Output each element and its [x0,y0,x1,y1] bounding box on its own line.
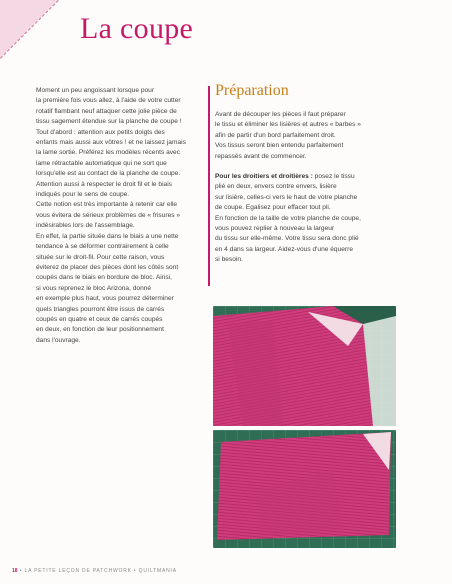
fabric-photo-folded [213,306,396,426]
page-title: La coupe [80,12,194,45]
fabric-photo-2-illustration [213,430,396,548]
preparation-instructions [215,172,395,266]
right-column [215,82,395,276]
preparation-intro: Avant de découper les pièces il faut préparer le tissu et éliminer les lisières et autres « barbes » afin de partir d'un bord parfaitement droit. Vos tissus seront bien entendu parfaitement repassés avant de commencer. [215,111,361,160]
fabric-photo-1-illustration [213,306,396,426]
fabric-photo-flat [213,430,396,548]
lead-label: Pour les droitiers et droitières : [215,173,313,181]
column-rule [208,86,210,286]
body-text: Moment un peu angoissant lorsque pour la première fois vous allez, à l'aide de votre cutter rotatif flambant neuf attaquer cette jolie pièce de tissu sagement étendue sur la planche de coupe ! Tout d'abord : attention aux petits doigts des enfants mais aussi aux vôtres ! et ne laissez jamais la lame sortie. Préférez les modèles récents avec lame rétractable automatique qui ne sort que lorsqu'elle est au contact de la planche de coupe. Attention aussi à respecter le droit fil et le biais indiqués pour le sens de coupe. Cette notion est très importante à retenir car elle vous évitera de sérieux problèmes de « frisures » indésirables lors de l'assemblage. En effet, la partie située dans le biais a une nette tendance à se déformer contrairement à celle située sur le droit-fil. Pour cette raison, vous éviterez de placer des pièces dont les côtés sont coupés dans le biais en bordure de bloc. Ainsi, si vous reprenez le bloc Arizona, donné en exemple plus haut, vous pourrez déterminer quels triangles pourront être issus de carrés coupés en quatre et ceux de carrés coupés en deux, en fonction de leur positionnement dans l'ouvrage. [36,87,186,344]
page-number: 18 [12,568,18,574]
running-title: • LA PETITE LEÇON DE PATCHWORK • QUILTMANIA [19,568,177,574]
page-footer [12,568,177,574]
instructions-text: posez le tissu plié en deux, envers contre envers, lisière sur lisière, celles-ci vers le haut de votre planche de coupe. Egalisez pour effacer tout pli. En fonction de la taille de votre planche de coupe, vous pouvez replier à nouveau la largeur du tissu sur elle-même. Votre tissu sera donc plié en 4 dans sa largeur. Aidez-vous d'une équerre si besoin. [215,173,361,264]
left-column [36,86,204,346]
section-heading: Préparation [215,82,289,99]
